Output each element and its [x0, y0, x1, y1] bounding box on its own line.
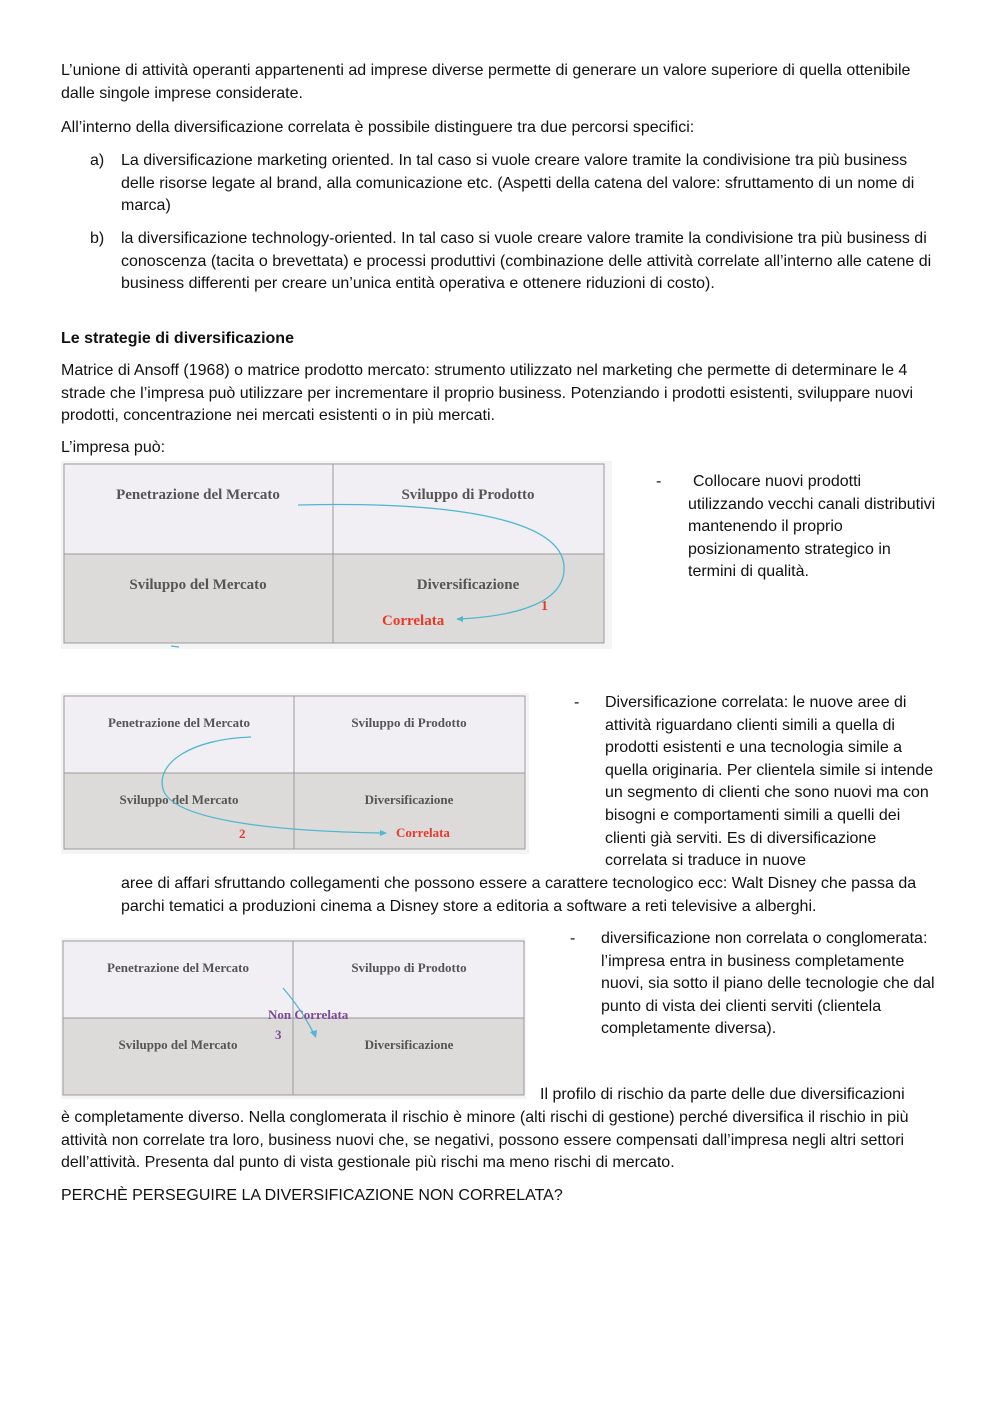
cell-penetrazione: Penetrazione del Mercato — [116, 487, 280, 503]
cell-penetrazione: Penetrazione del Mercato — [108, 715, 250, 730]
ansoff-matrix-figure-1 — [61, 461, 612, 649]
side-note-text: Collocare nuovi prodotti utilizzando vecchi canali distributivi mantenendo il proprio posizionamento strategico in termini di qualità. — [688, 473, 936, 581]
section-heading: Le strategie di diversificazione — [61, 330, 294, 347]
cell-sviluppo-prodotto: Sviluppo di Prodotto — [351, 715, 467, 730]
ansoff-matrix-figure-2 — [61, 693, 529, 854]
arrow-number: 1 — [541, 599, 548, 614]
list-marker: a) — [90, 152, 105, 169]
list-item-text: la diversificazione technology-oriented. In tal caso si vuole creare valore tramite la condivisione tra più business di conoscenza (tacita o brevettata) e processi produttivi (combinazione delle attività correlate all’interno alle catene di business differenti per creare un’unica entità operativa e ottenere riduzioni di costo). — [121, 230, 932, 293]
cell-penetrazione: Penetrazione del Mercato — [107, 960, 249, 975]
list-item — [90, 150, 940, 220]
cell-diversificazione: Diversificazione — [416, 577, 520, 593]
cell-sviluppo-mercato: Sviluppo del Mercato — [119, 792, 239, 807]
cell-sviluppo-mercato: Sviluppo del Mercato — [129, 577, 267, 593]
cell-sviluppo-mercato: Sviluppo del Mercato — [118, 1037, 238, 1052]
risk-paragraph: è completamente diverso. Nella conglomerata il rischio è minore (alti rischi di gestione) perché diversifica il rischio in più attività non correlate tra loro, business nuovi che, se negativi, possono essere compensati dall’impresa negli altri settori dell’attività. Presenta dal punto di vista gestionale più rischi ma meno rischi di mercato. — [61, 1109, 909, 1172]
side-note-2-continued: aree di affari sfruttando collegamenti che possono essere a carattere tecnologico ecc: Walt Disney che passa da parchi tematici a produzioni cinema a Disney store a editoria a software a reti televisive a alberghi. — [121, 875, 917, 915]
dash-marker: - — [570, 930, 576, 947]
intro-paragraph-2: All’interno della diversificazione correlata è possibile distinguere tra due percorsi specifici: — [61, 119, 695, 136]
cell-sviluppo-prodotto: Sviluppo di Prodotto — [351, 960, 467, 975]
list-item — [90, 228, 940, 320]
closing-question: PERCHÈ PERSEGUIRE LA DIVERSIFICAZIONE NON CORRELATA? — [61, 1187, 563, 1204]
arrow-number: 2 — [239, 826, 246, 841]
non-correlata-label: Non Correlata — [268, 1007, 349, 1022]
correlata-label: Correlata — [382, 613, 445, 629]
list-item-text: La diversificazione marketing oriented. In tal caso si vuole creare valore tramite la condivisione tra più business delle risorse legate al brand, alla comunicazione etc. (Aspetti della catena del valore: sfruttamento di un nome di marca) — [121, 152, 915, 215]
ansoff-paragraph: Matrice di Ansoff (1968) o matrice prodotto mercato: strumento utilizzato nel marketing che permette di determinare le 4 strade che l’impresa può utilizzare per incrementare il proprio business. Potenziando i prodotti esistenti, sviluppare nuovi prodotti, concentrazione nei mercati esistenti o in più mercati. — [61, 362, 913, 425]
ansoff-matrix-figure-3 — [61, 938, 526, 1099]
side-note-text: diversificazione non correlata o conglomerata: l’impresa entra in business completamente nuovi, sia sotto il piano delle tecnologie che dal punto di vista dei clienti serviti (clientela completamente diversa). — [601, 930, 935, 1038]
cell-diversificazione: Diversificazione — [364, 1037, 454, 1052]
intro-paragraph: L’unione di attività operanti appartenenti ad imprese diverse permette di generare un valore superiore di quella ottenibile dalle singole imprese considerate. — [61, 62, 911, 102]
cell-diversificazione: Diversificazione — [364, 792, 454, 807]
dash-marker: - — [574, 694, 580, 711]
correlata-label: Correlata — [396, 825, 450, 840]
side-note-text: Diversificazione correlata: le nuove aree di attività riguardano clienti simili a quella di prodotti esistenti e una tecnologia simile a quella originaria. Per clientela simile si intende un segmento di clienti che sono nuovi ma con bisogni e comportamenti simili a quelli dei clienti già serviti. Es di diversificazione correlata si traduce in nuove — [605, 694, 934, 870]
cell-sviluppo-prodotto: Sviluppo di Prodotto — [401, 487, 535, 503]
arrow-number: 3 — [275, 1027, 282, 1042]
list-marker: b) — [90, 230, 105, 247]
risk-paragraph-start: Il profilo di rischio da parte delle due diversificazioni — [540, 1086, 905, 1103]
impresa-puo-line: L’impresa può: — [61, 439, 166, 456]
dash-marker: - — [656, 473, 662, 490]
